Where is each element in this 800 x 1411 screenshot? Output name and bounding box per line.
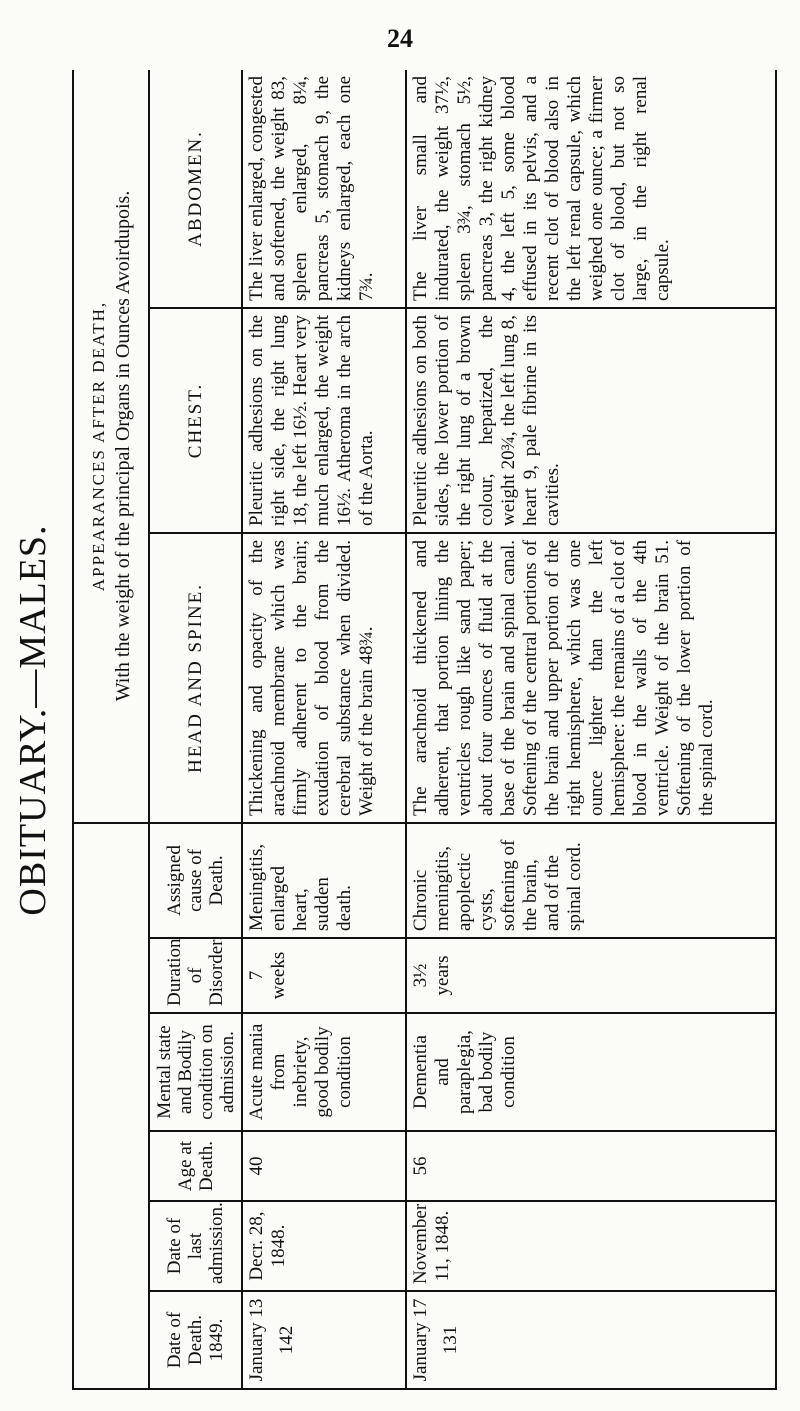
- caption-row: [73, 70, 149, 1389]
- cell-cause: Meningitis, enlarged heart, sudden death.: [242, 823, 406, 938]
- obituary-table: [72, 70, 777, 1390]
- cell-duration: 3½ years: [406, 938, 776, 1013]
- cell-mental-state: Dementia and paraplegia, bad bodily condition: [406, 1013, 776, 1131]
- cell-cause: Chronic meningitis, apoplectic cysts, softening of the brain, and of the spinal cord.: [406, 823, 776, 938]
- obituary-table-rotated: [72, 70, 777, 1390]
- table-row: [242, 70, 406, 1389]
- cell-age: 56: [406, 1131, 776, 1201]
- header-duration: Duration of Disorder.: [149, 938, 242, 1013]
- header-date-of-admission: Date of last admission.: [149, 1201, 242, 1291]
- caption: [73, 70, 149, 823]
- table-row: [406, 70, 776, 1389]
- cell-date-of-admission: Decr. 28, 1848.: [242, 1201, 406, 1291]
- obituary-table-container: [72, 70, 777, 1390]
- page-number: 24: [387, 24, 413, 53]
- cell-duration: 7 weeks: [242, 938, 406, 1013]
- header-mental-state: Mental state and Bodily condition on admission.: [149, 1013, 242, 1131]
- header-cause: Assigned cause of Death.: [149, 823, 242, 938]
- cell-abdomen: The liver small and indurated, the weight 37½, spleen 3¾, stomach 5½, pancreas 3, the right kidney 4, the left 5, some blood effused in its pelvis, and a recent clot of blood also in the left renal capsule, which weighed one ounce; a firmer clot of blood, but not so large, in the right renal capsule.: [406, 70, 776, 308]
- cell-date-of-death: [406, 1291, 776, 1389]
- header-chest: CHEST.: [149, 308, 242, 533]
- caption-main: APPEARANCES AFTER DEATH,: [89, 300, 108, 592]
- cell-mental-state: Acute mania from inebriety, good bodily condition: [242, 1013, 406, 1131]
- case-number: 142: [276, 1325, 297, 1355]
- header-age: Age at Death.: [149, 1131, 242, 1201]
- cell-abdomen: The liver enlarged, congested and softened, the weight 83, spleen enlarged, 8¼, pancreas 5, stomach 9, the kidneys enlarged, each one 7¾.: [242, 70, 406, 308]
- column-header-row: [149, 70, 242, 1389]
- header-abdomen: ABDOMEN.: [149, 70, 242, 308]
- death-date: January 13: [246, 1298, 267, 1382]
- cell-head-and-spine: Thickening and opacity of the arachnoid membrane which was firmly adherent to the brain; exudation of blood from the cerebral substance when divided. Weight of the brain 48¾.: [242, 533, 406, 823]
- side-title: [0, 0, 65, 1411]
- header-head-and-spine: HEAD AND SPINE.: [149, 533, 242, 823]
- cell-head-and-spine: The arachnoid thickened and adherent, that portion lining the ventricles rough like sand paper; about four ounces of fluid at the base of the brain and spinal canal. Softening of the central portions of the brain and upper portion of the right hemisphere, which was one ounce lighter than the left hemisphere: the remains of a clot of blood in the walls of the 4th ventricle. Weight of the brain 51. Softening of the lower portion of the spinal cord.: [406, 533, 776, 823]
- cell-chest: Pleuritic adhesions on the right side, the right lung 18, the left 16½. Heart very much enlarged, the weight 16½. Atheroma in the arch of the Aorta.: [242, 308, 406, 533]
- death-date: January 17: [409, 1298, 431, 1382]
- cell-date-of-death: [242, 1291, 406, 1389]
- header-date-of-death: Date of Death. 1849.: [149, 1291, 242, 1389]
- cell-age: 40: [242, 1131, 406, 1201]
- case-number: 131: [439, 1325, 461, 1355]
- caption-sub: With the weight of the principal Organs in Ounces Avoirdupois.: [112, 190, 134, 702]
- cell-date-of-admission: November 11, 1848.: [406, 1201, 776, 1291]
- side-title-text: OBITUARY.—MALES.: [12, 524, 54, 916]
- cell-chest: Pleuritic adhesions on both sides, the lower portion of the right lung of a brown colour, hepatized, the weight 20¾, the left lung 8, heart 9, pale fibrine in its cavities.: [406, 308, 776, 533]
